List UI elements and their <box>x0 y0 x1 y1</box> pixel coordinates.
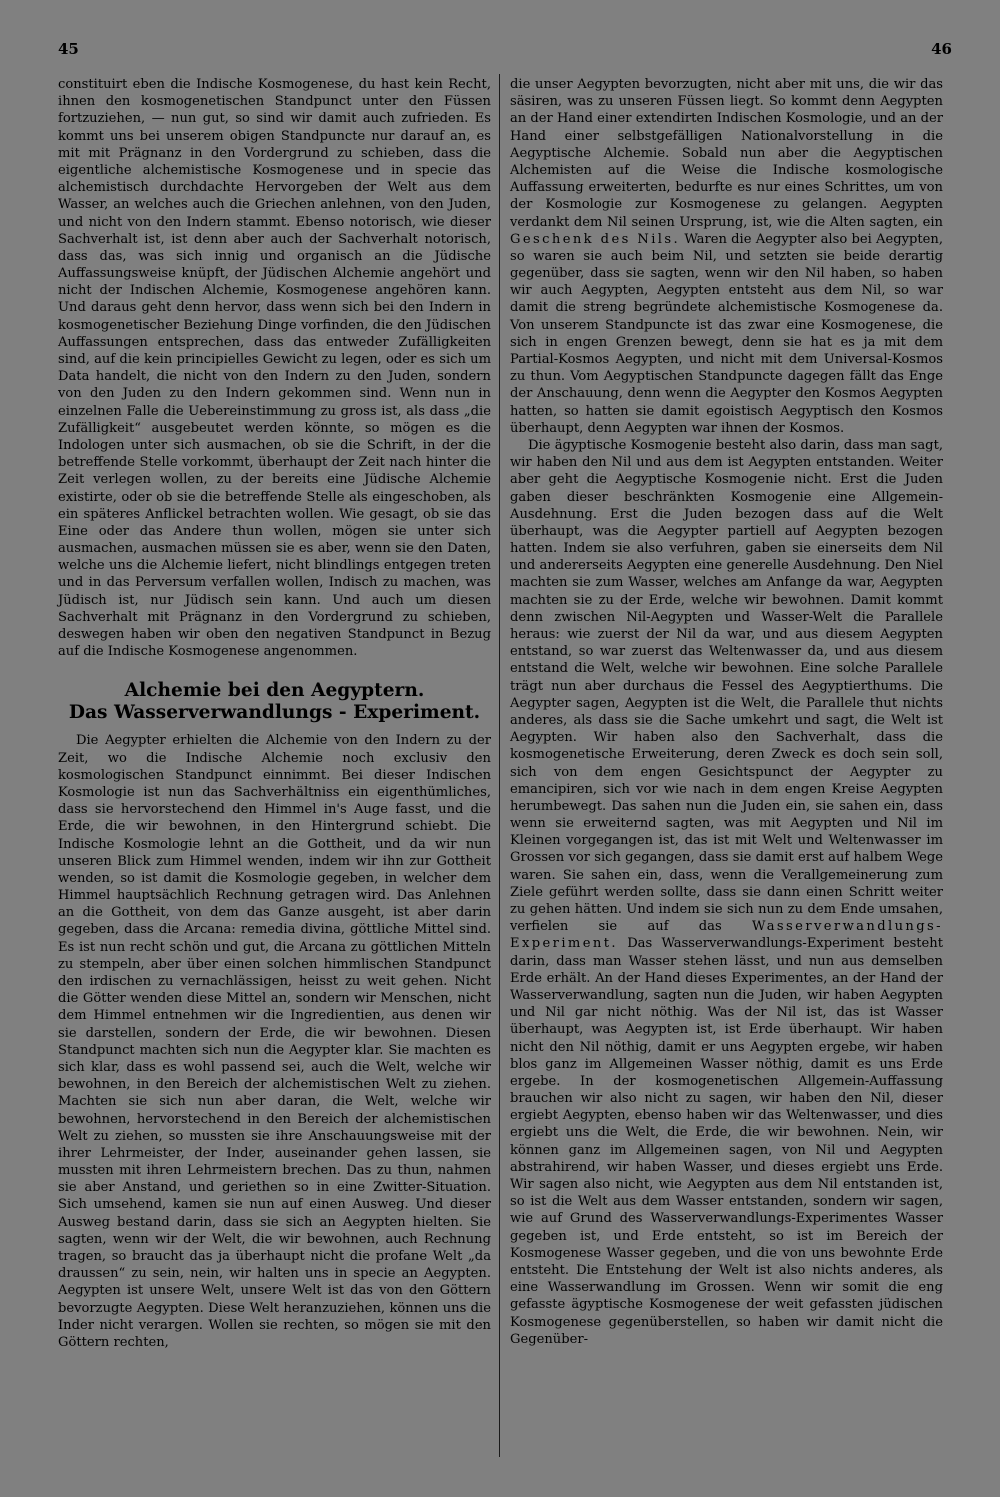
page-number-right: 46 <box>931 40 952 58</box>
spaced-emphasis: Geschenk des Nils. <box>510 231 681 247</box>
paragraph-aegypter: Die Aegypter erhielten die Alchemie von den Indern zu der Zeit, wo die Indische Alchemie noch exclusiv den kosmologischen Standpunct einnimmt. Bei dieser Indischen Kosmologie ist nun das Sachverhältniss ein eigenthümliches, dass sie hervorstechend den Himmel in's Auge fasst, und die Erde, die wir bewohnen, in den Hintergrund schiebt. Die Indische Kosmologie lehnt an die Gottheit, und da wir nun unseren Blick zum Himmel wenden, indem wir ihn zur Gottheit wenden, so ist damit die Kosmologie gegeben, in welcher dem Himmel hauptsächlich Rechnung getragen wird. Das Anlehnen an die Gottheit, von dem das Ganze ausgeht, ist aber darin gegeben, dass die Arcana: remedia divina, göttliche Mittel sind. Es ist nun recht schön und gut, die Arcana zu göttlichen Mitteln zu stempeln, aber über einen solchen himmlischen Standpunct den irdischen zu vernachlässigen, heisst zu weit gehen. Nicht die Götter wenden diese Mittel an, sondern wir Menschen, nicht dem Himmel entnehmen wir die Ingredientien, aus denen wir sie darstellen, sondern der Erde, die wir bewohnen. Diesen Standpunct machten sich nun die Aegypter klar. Sie machten es sich klar, dass es wohl passend sei, auch die Welt, welche wir bewohnen, in den Bereich der alchemistischen Welt zu ziehen. Machten sie sich nun aber daran, die Welt, welche wir bewohnen, hervorstechend in den Bereich der alchemistischen Welt zu ziehen, so mussten sie ihre Anschauungsweise mit der ihrer Lehrmeister, der Inder, auseinander gehen lassen, sie mussten mit ihren Lehrmeistern brechen. Das zu thun, nahmen sie aber Anstand, und geriethen so in eine Zwitter-Situation. Sich umsehend, kamen sie nun auf einen Ausweg. Und dieser Ausweg bestand darin, dass sie sich an Aegypten hielten. Sie sagten, wenn wir der Welt, die wir bewohnen, auch Rechnung tragen, so braucht das ja überhaupt nicht die profane Welt „da draussen“ zu sein, nein, wir halten uns in specie an Aegypten. Aegypten ist unsere Welt, unsere Welt ist das von den Göttern bevorzugte Aegypten. Diese Welt heranzuziehen, können uns die Inder nicht verargen. Wollen sie rechten, so mögen sie mit den Göttern rechten, <box>58 733 491 1350</box>
paragraph-continued-right <box>510 76 943 437</box>
column-divider <box>499 74 500 1457</box>
paragraph-continued: constituirt eben die Indische Kosmogenese, du hast kein Recht, ihnen den kosmogenetischen Standpunct unter den Füssen fortzuziehen, — nun gut, so sind wir damit auch zufrieden. Es kommt uns bei unserem obigen Standpuncte nur darauf an, es mit mit Prägnanz in den Vordergrund zu schieben, dass die eigentliche alchemistische Kosmogenese und in specie das alchemistisch durchdachte Hervorgeben der Welt aus dem Wasser, an welches auch die Griechen anlehnen, von den Juden, und nicht von den Indern stammt. Ebenso notorisch, wie dieser Sachverhalt ist, ist denn aber auch der Sachverhalt notorisch, dass das, was sich innig und organisch an die Jüdische Auffassungsweise knüpft, der Jüdischen Alchemie angehört und nicht der Indischen Alchemie, Kosmogenese angehören kann. Und daraus geht denn hervor, dass wenn sich bei den Indern in kosmogenetischer Beziehung Dinge vorfinden, die den Jüdischen Auffassungen entsprechen, dass das entweder Zufälligkeiten sind, auf die kein principielles Gewicht zu legen, oder es sich um Data handelt, die nicht von den Indern zu den Juden, sondern von den Juden zu den Indern gekommen sind. Wenn nun in einzelnen Falle die Uebereinstimmung zu gross ist, als dass „die Zufälligkeit“ ausgebeutet werden könnte, so mögen es die Indologen unter sich ausmachen, ob sie die Schrift, in der die betreffende Stelle vorkommt, überhaupt der Zeit nach hinter die Zeit verlegen wollen, zu der bereits eine Jüdische Alchemie existirte, oder ob sie die betreffende Stelle als eingeschoben, als ein späteres Anflickel betrachten wollen. Wie gesagt, ob sie das Eine oder das Andere thun wollen, mögen sie unter sich ausmachen, ausmachen müssen sie es aber, wenn sie den Daten, welche uns die Alchemie liefert, nicht blindlings entgegen treten und in das Perversum verfallen wollen, Indisch zu machen, was Jüdisch ist, nur Jüdisch sein kann. Und auch um diesen Sachverhalt mit Prägnanz in den Vordergrund zu schieben, deswegen haben wir oben den negativen Standpunct in Bezug auf die Indische Kosmogenese angenommen. <box>58 77 491 660</box>
paragraph-text: Waren die Aegypter also bei Aegypten, so waren sie auch beim Nil, und setzten sie beide derartig gegenüber, dass sie sagten, wenn wir den Nil haben, so haben wir auch Aegypten, Aegypten entsteht aus dem Nil, so war damit die streng begründete alchemistische Kosmogenese da. Von unserem Standpuncte ist das zwar eine Kosmogenese, die sich in engen Grenzen bewegt, denn sie hat es ja mit dem Partial-Kosmos Aegypten, und nicht mit dem Universal-Kosmos zu thun. Vom Aegyptischen Standpuncte dagegen fällt das Enge der Anschauung, denn wenn die Aegypter den Kosmos Aegypten hatten, so hatten sie damit egoistisch Aegyptisch den Kosmos überhaupt, denn Aegypten war ihnen der Kosmos. <box>510 231 944 436</box>
paragraph-text: Das Wasserverwandlungs-Experiment besteht darin, dass man Wasser stehen lässt, und nun aus demselben Erde erhält. An der Hand dieses Experimentes, an der Hand der Wasserverwandlung, sagten nun die Juden, wir haben Aegypten und Nil gar nicht nöthig. Was der Nil ist, das ist Wasser überhaupt, was Aegypten ist, ist Erde überhaupt. Wir haben nicht den Nil nöthig, damit er uns Aegypten ergebe, wir haben blos ganz im Allgemeinen Wasser nöthig, damit es uns Erde ergebe. In der kosmogenetischen Allgemein-Auffassung brauchen wir also nicht zu sagen, wir haben den Nil, dieser ergiebt Aegypten, ebenso haben wir das Weltenwasser, und dies ergiebt uns die Welt, die Erde, die wir bewohnen. Nein, wir können ganz im Allgemeinen sagen, von Nil und Aegypten abstrahirend, wir haben Wasser, und dieses ergiebt uns Erde. Wir sagen also nicht, wie Aegypten aus dem Nil entstanden ist, so ist die Welt aus dem Wasser entstanden, sondern wir sagen, wie auf Grund des Wasserverwandlungs-Experimentes Wasser gegeben ist, und Erde entsteht, so ist im Bereich der Kosmogenese Wasser gegeben, und die von uns bewohnte Erde entsteht. Die Entstehung der Welt ist also nichts anderes, als eine Wasserwandlung im Grossen. Wenn wir somit die eng gefasste ägyptische Kosmogenese der weit gefassten jüdischen Kosmogenese gegenüberstellen, so haben wir damit nicht die Gegenüber- <box>510 936 943 1347</box>
section-heading-line-2: Das Wasserverwandlungs - Experiment. <box>68 701 481 723</box>
section-heading-line-1: Alchemie bei den Aegyptern. <box>124 680 425 702</box>
page-number-left: 45 <box>58 40 79 58</box>
section-heading <box>58 680 491 723</box>
paragraph-kosmogenie <box>510 437 943 1348</box>
right-column <box>510 76 943 1348</box>
spaced-emphasis: Wasserverwandlungs-Experiment. <box>510 919 943 952</box>
left-column <box>58 76 491 1351</box>
paragraph-text: die unser Aegypten bevorzugten, nicht aber mit uns, die wir das säsiren, was zu unseren Füssen liegt. So kommt denn Aegypten an der Hand einer extendirten Indischen Kosmologie, und an der Hand einer selbstgefälligen Nationalvorstellung in die Aegyptische Alchemie. Sobald nun aber die Aegyptischen Alchemisten auf die Weise die Indische kosmologische Auffassung erweiterten, bedurfte es nur eines Schrittes, um von der Kosmologie zur Kosmogenese zu gelangen. Aegypten verdankt dem Nil seinen Ursprung, ist, wie die Alten sagten, ein <box>510 77 943 230</box>
paragraph-text: Die ägyptische Kosmogenie besteht also darin, dass man sagt, wir haben den Nil und aus dem ist Aegypten entstanden. Weiter aber geht die Aegyptische Kosmogenie nicht. Erst die Juden gaben dieser beschränkten Kosmogenie eine Allgemein-Ausdehnung. Erst die Juden bezogen dass auf die Welt überhaupt, was die Aegypter partiell auf Aegypten bezogen hatten. Indem sie also verfuhren, gaben sie einerseits dem Nil und andererseits Aegypten eine generelle Ausdehnung. Den Niel machten sie zum Wasser, welches am Anfange da war, Aegypten machten sie zu der Erde, welche wir bewohnen. Damit kommt denn zwischen Nil-Aegypten und Wasser-Welt die Parallele heraus: wie zuerst der Nil da war, und aus diesem Aegypten entstand, so war zuerst das Weltenwasser da, und aus diesem entstand die Welt, welche wir bewohnen. Eine solche Parallele trägt nun aber durchaus die Fessel des Aegyptierthums. Die Aegypter sagen, Aegypten ist die Welt, die Parallele thut nichts anderes, als dass sie die Sache umkehrt und sagt, die Welt ist Aegypten. Wir haben also den Sachverhalt, dass die kosmogenetische Erweiterung, deren Zweck es doch sein soll, sich von dem engen Gesichtspunct der Aegypter zu emancipiren, sich vor wie nach in dem engen Kreise Aegypten herumbewegt. Das sahen nun die Juden ein, sie sahen ein, dass wenn sie erweiternd sagten, was mit Aegypten und Nil im Kleinen vorgegangen ist, das ist mit Welt und Weltenwasser im Grossen vor sich gegangen, dass sie damit erst auf halbem Wege waren. Sie sahen ein, dass, wenn die Verallgemeinerung zum Ziele geführt werden sollte, dass sie dann einen Schritt weiter zu gehen hätten. Und indem sie sich nun zu dem Ende umsahen, verfielen sie auf das <box>510 437 943 935</box>
